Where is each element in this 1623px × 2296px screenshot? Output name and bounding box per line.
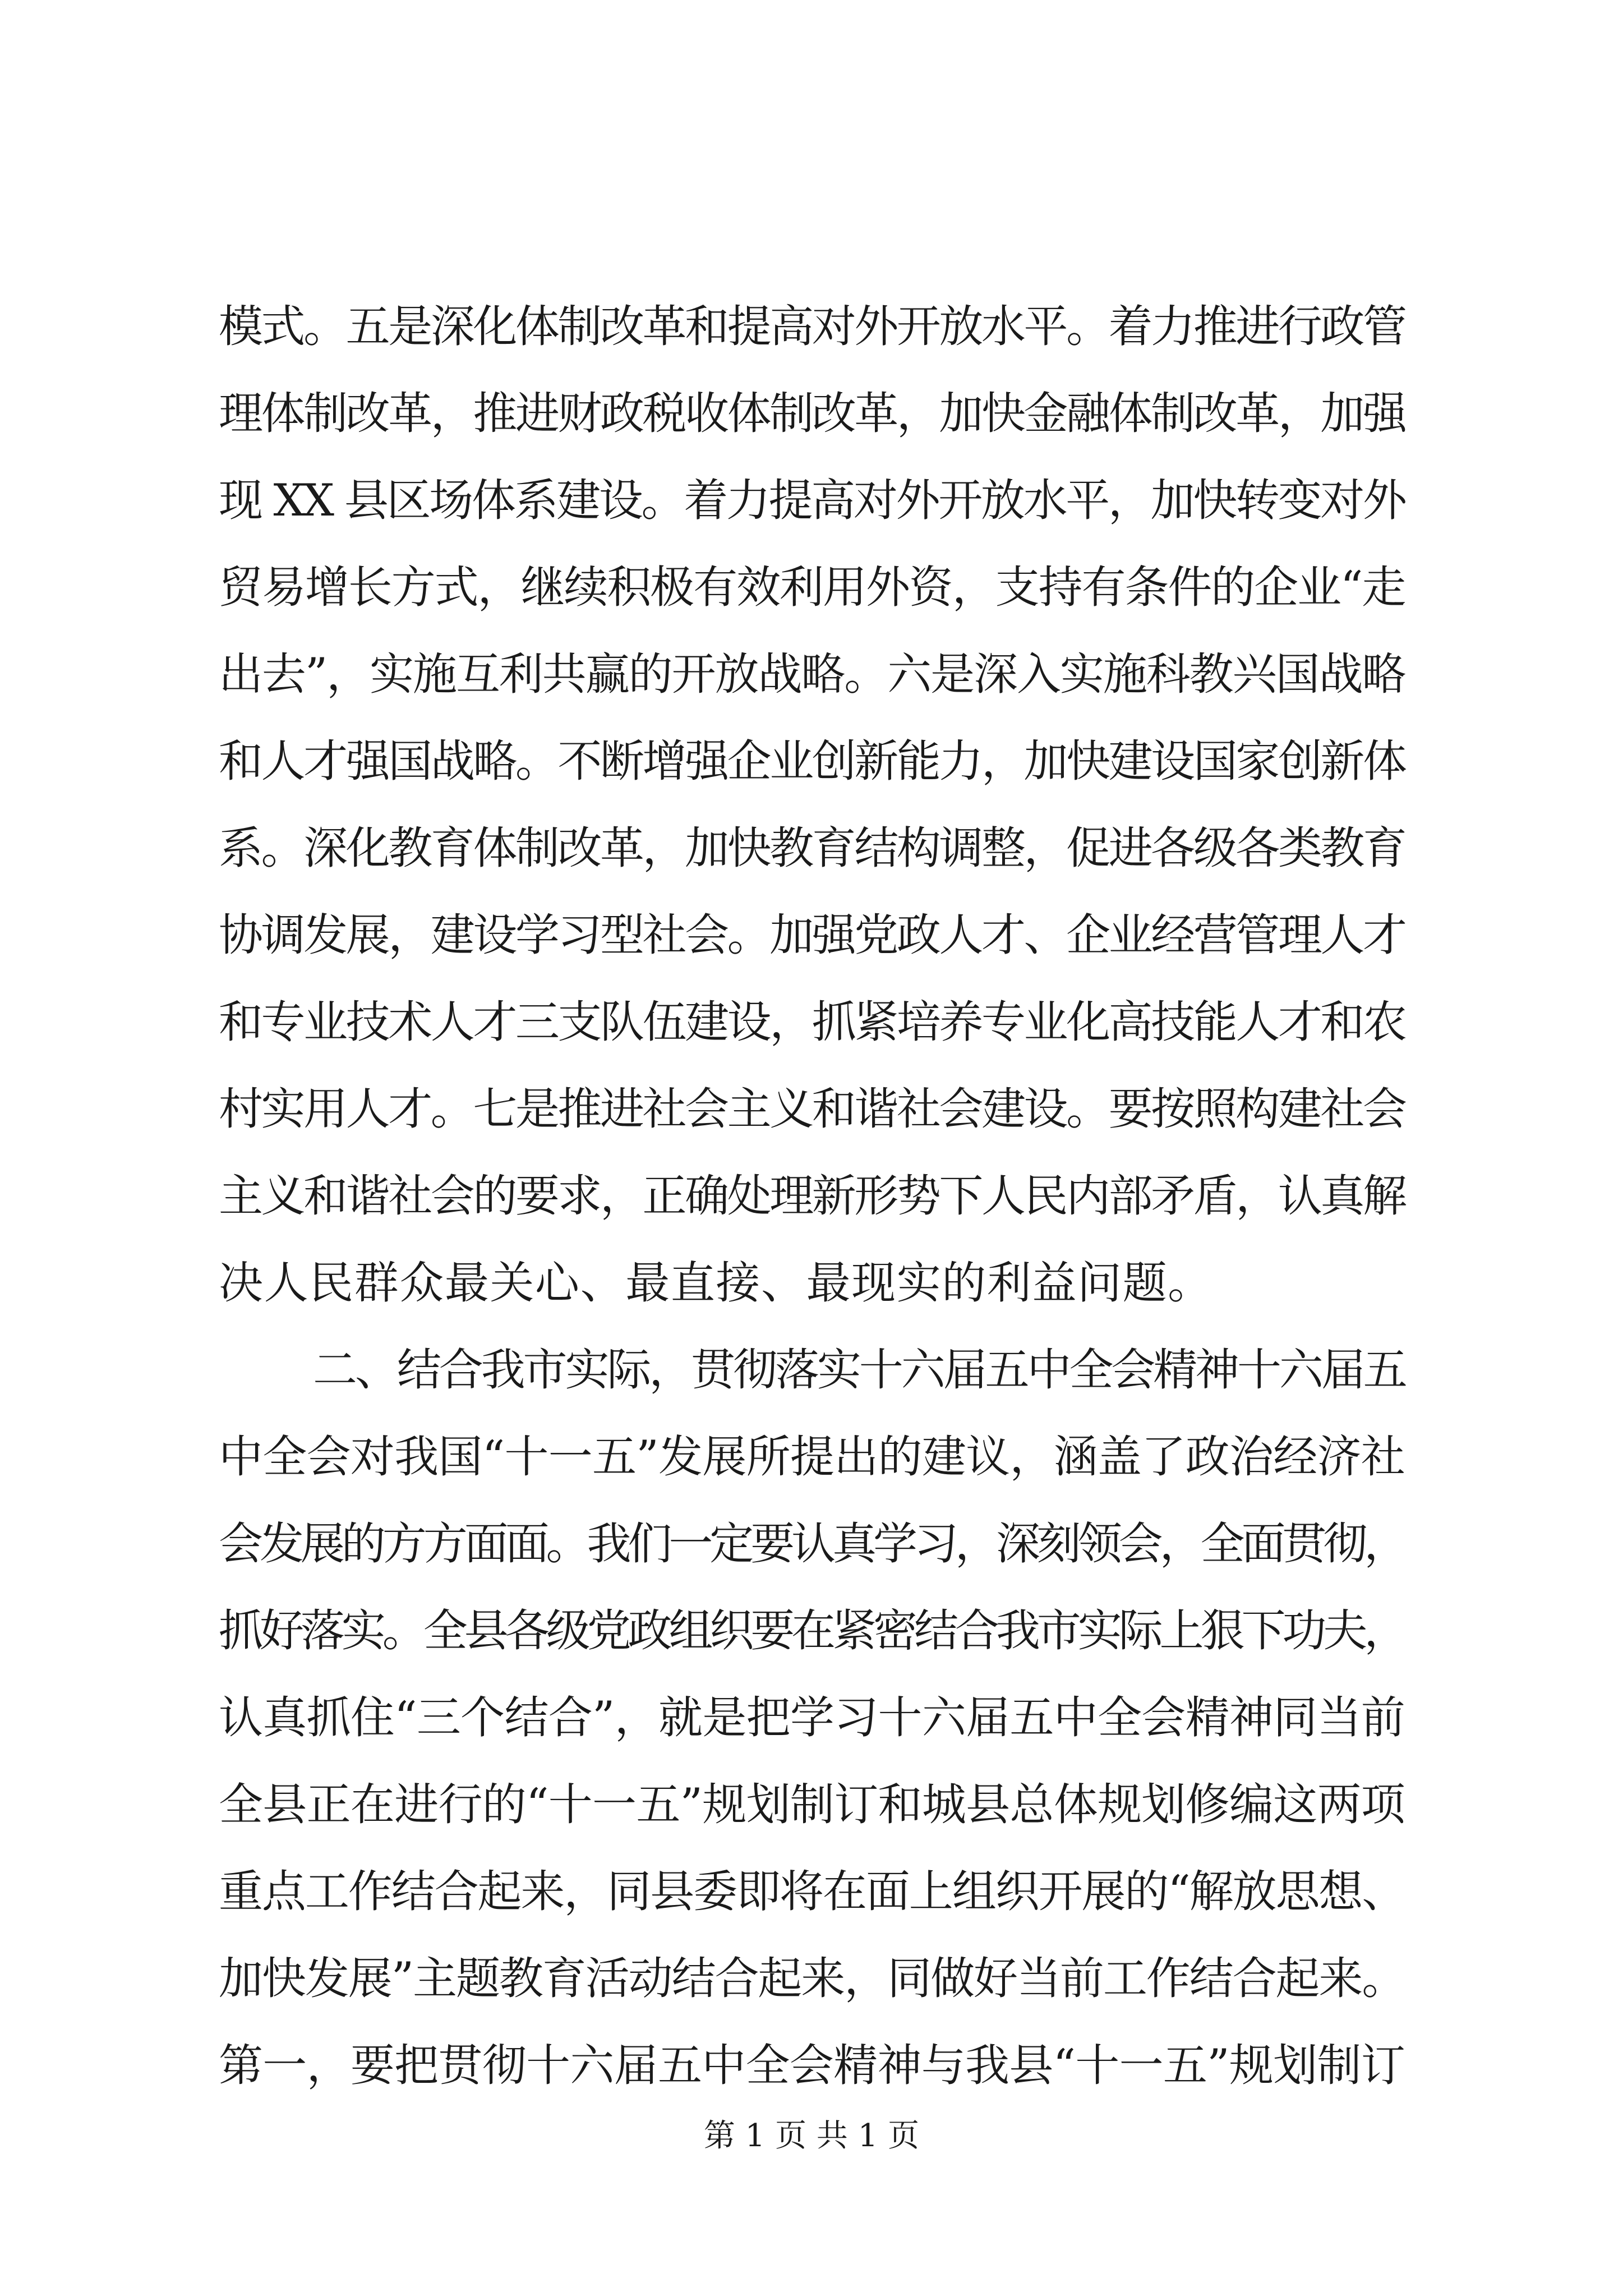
section-heading-line: 二、结合我市实际，贯彻落实十六届五中全会精神十六届五	[313, 1344, 1405, 1396]
text-line: 重点工作结合起来，同县委即将在面上组织开展的“解放思想、	[219, 1866, 1405, 1917]
text-line: 理体制改革，推进财政税收体制改革，加快金融体制改革，加强	[219, 388, 1405, 439]
text-line: 村实用人才。七是推进社会主义和谐社会建设。要按照构建社会	[219, 1083, 1405, 1135]
text-line: 会发展的方方面面。我们一定要认真学习，深刻领会，全面贯彻，	[219, 1518, 1405, 1570]
text-line: 模式。五是深化体制改革和提高对外开放水平。着力推进行政管	[219, 301, 1405, 352]
text-line: 系。深化教育体制改革，加快教育结构调整，促进各级各类教育	[219, 822, 1405, 874]
text-line: 出去”，实施互利共赢的开放战略。六是深入实施科教兴国战略	[219, 648, 1405, 700]
text-line: 抓好落实。全县各级党政组织要在紧密结合我市实际上狠下功夫，	[219, 1605, 1405, 1657]
text-line: 决人民群众最关心、最直接、最现实的利益问题。	[219, 1257, 1213, 1309]
text-line: 现 XX 县区场体系建设。着力提高对外开放水平，加快转变对外	[219, 475, 1405, 526]
text-line: 中全会对我国“十一五”发展所提出的建议，涵盖了政治经济社	[219, 1431, 1405, 1483]
body-text	[219, 283, 1405, 2109]
text-line: 加快发展”主题教育活动结合起来，同做好当前工作结合起来。	[219, 1953, 1405, 2004]
text-line: 第一，要把贯彻十六届五中全会精神与我县“十一五”规划制订	[219, 2040, 1405, 2091]
text-line: 全县正在进行的“十一五”规划制订和城县总体规划修编这两项	[219, 1779, 1405, 1830]
text-line: 协调发展，建设学习型社会。加强党政人才、企业经营管理人才	[219, 909, 1405, 961]
text-line: 认真抓住“三个结合”，就是把学习十六届五中全会精神同当前	[219, 1692, 1405, 1743]
text-line: 和专业技术人才三支队伍建设，抓紧培养专业化高技能人才和农	[219, 996, 1405, 1048]
text-line: 和人才强国战略。不断增强企业创新能力，加快建设国家创新体	[219, 735, 1405, 787]
text-line: 贸易增长方式，继续积极有效利用外资，支持有条件的企业“走	[219, 562, 1405, 613]
text-line: 主义和谐社会的要求，正确处理新形势下人民内部矛盾，认真解	[219, 1170, 1405, 1222]
page-footer: 第 1 页 共 1 页	[703, 2118, 920, 2154]
